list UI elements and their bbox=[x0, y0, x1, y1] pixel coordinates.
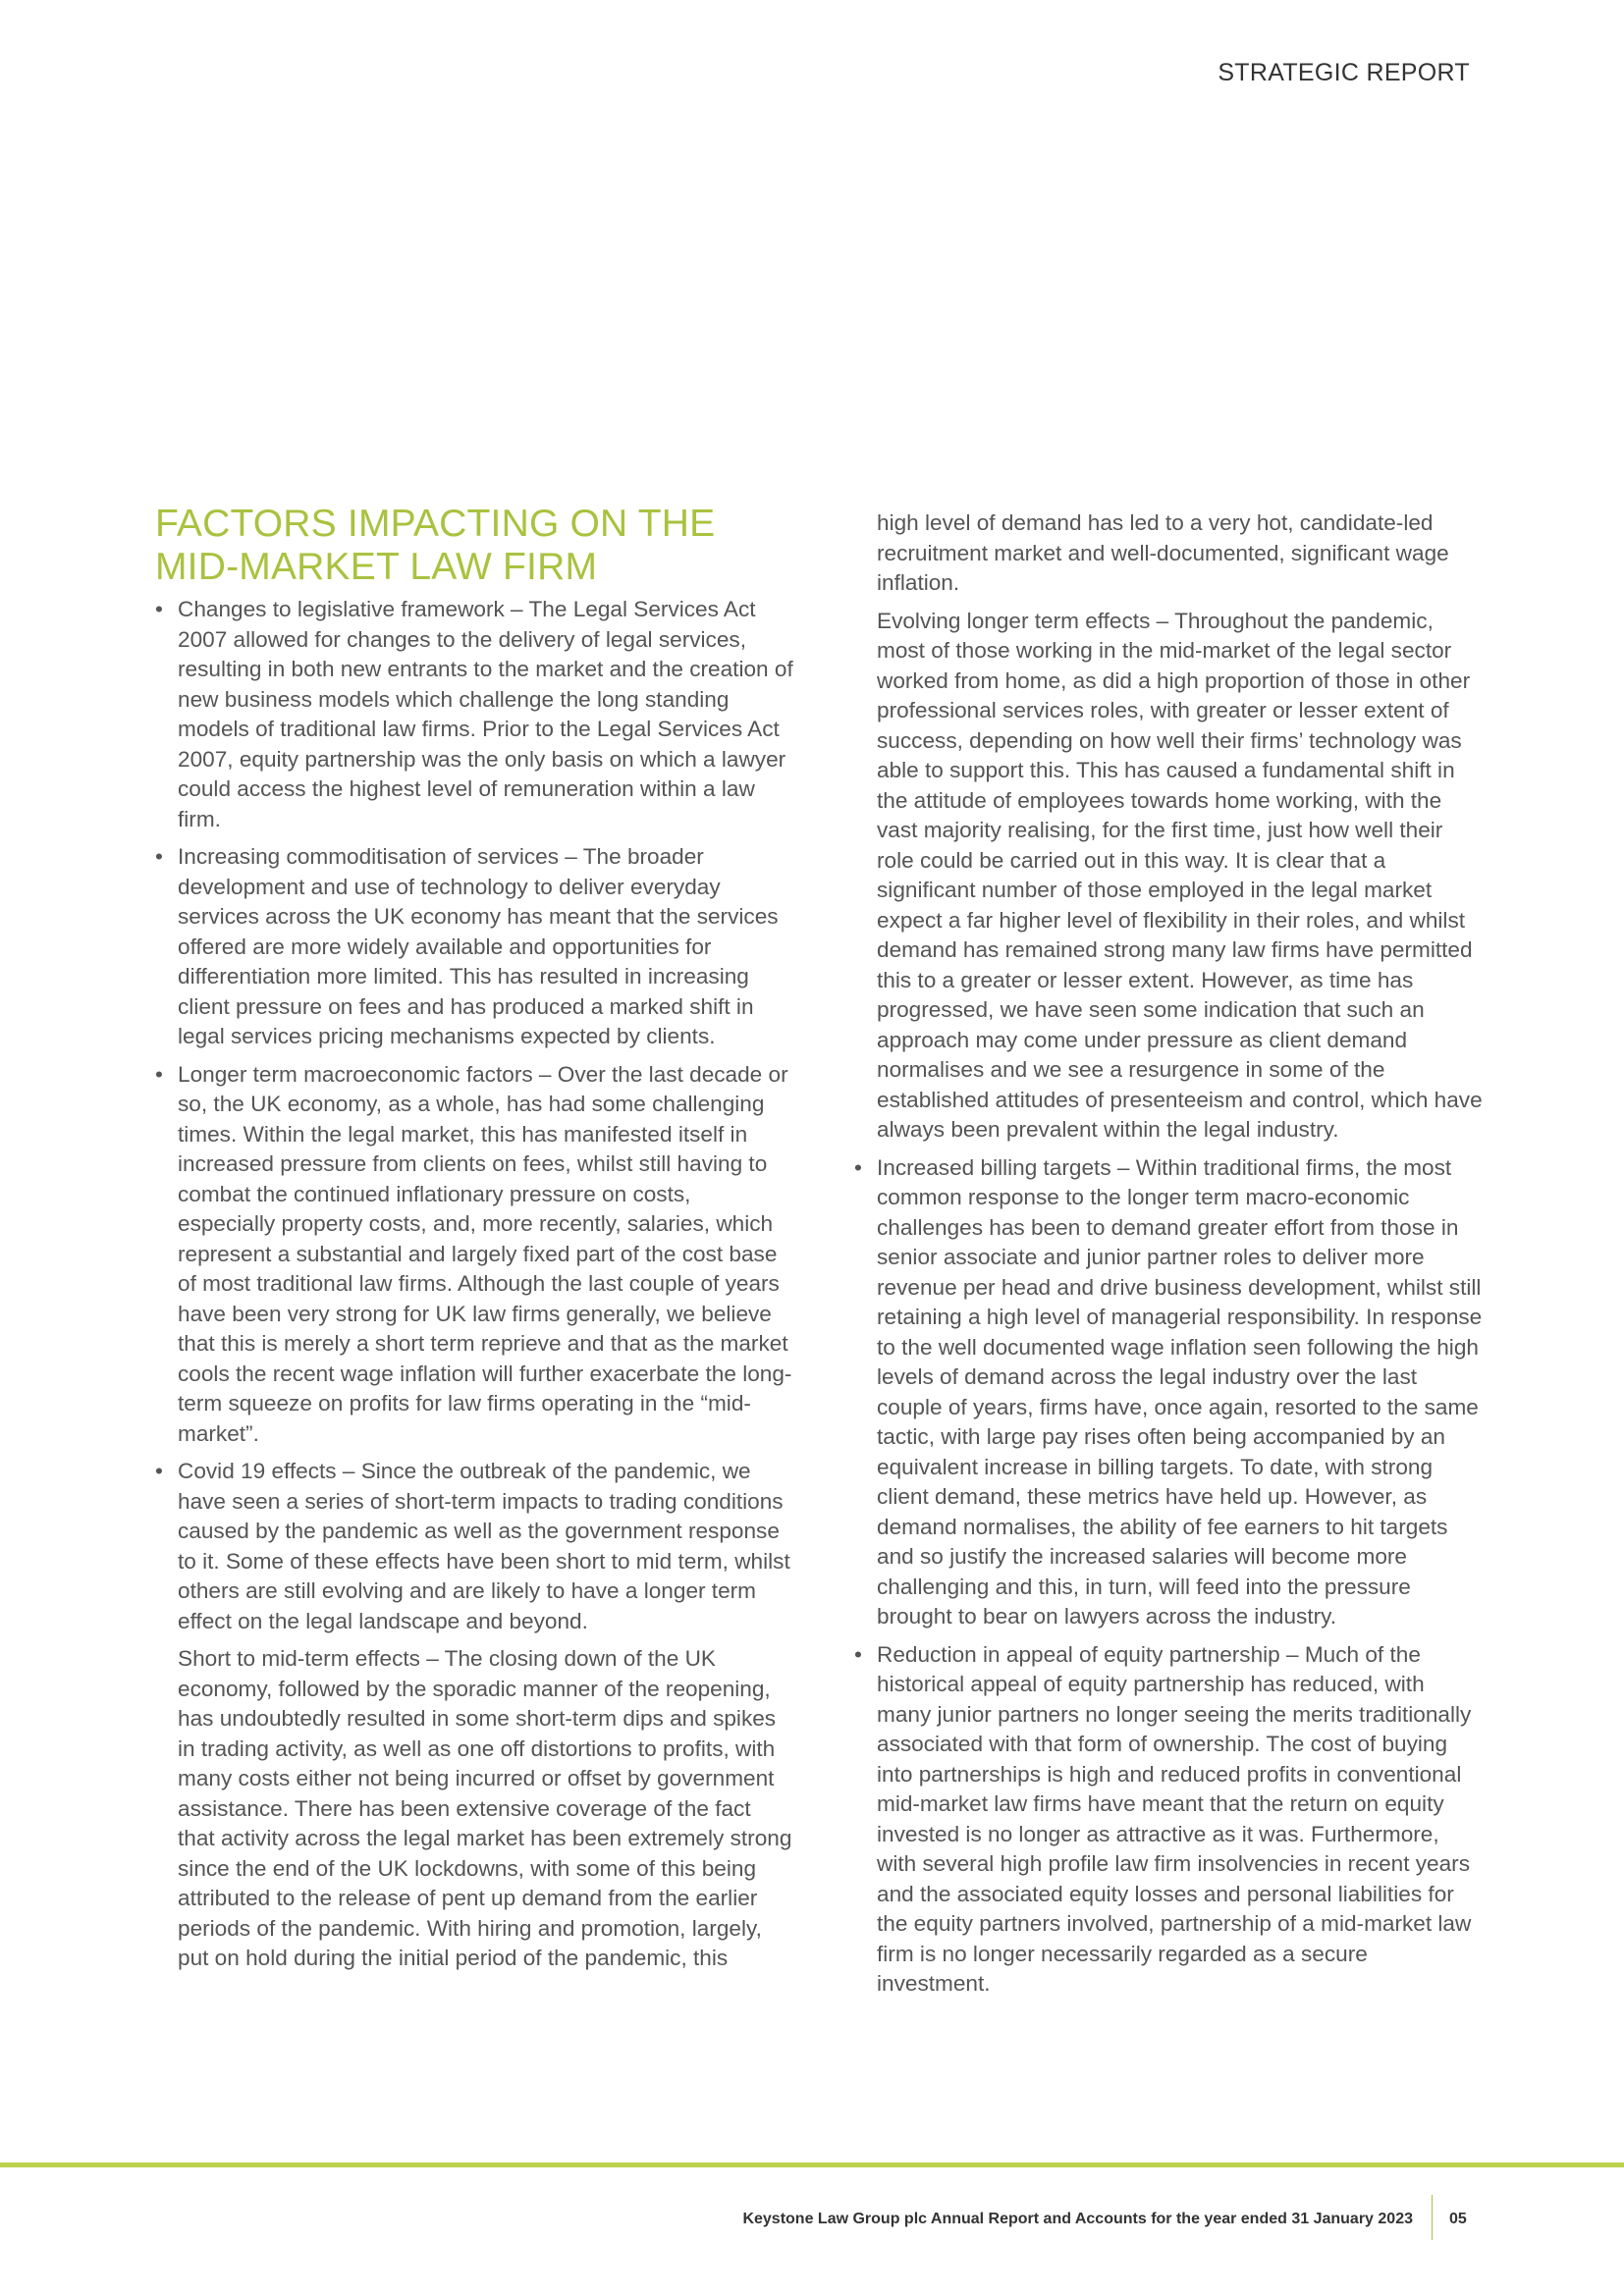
heading-line-2: MID-MARKET LAW FIRM bbox=[155, 546, 598, 588]
section-label: STRATEGIC REPORT bbox=[1218, 59, 1470, 86]
covid-continuation-paragraph: high level of demand has led to a very hot, candidate-led recruitment market and well-documented, significant wage inflation. bbox=[877, 510, 1449, 595]
bullet-legislative-framework: • Changes to legislative framework – The Legal Services Act 2007 allowed for changes to the delivery of legal services, resulting in both new entrants to the market and the creation of new business models which challenge the long standing models of traditional law firms. Prior to the Legal Services Act 2007, equity partnership was the only basis on which a lawyer could access the highest level of remuneration within a law firm. bbox=[155, 595, 793, 834]
footer-separator bbox=[1432, 2195, 1433, 2240]
bullet-commoditisation: • Increasing commoditisation of services – The broader development and use of technology to deliver everyday services across the UK economy has meant that the services offered are more widely available and opportunities for differentiation more limited. This has resulted in increasing client pressure on fees and has produced a marked shift in legal services pricing mechanisms expected by clients. bbox=[155, 842, 793, 1052]
heading-line-1: FACTORS IMPACTING ON THE bbox=[155, 503, 716, 545]
bullet-macroeconomic-factors: • Longer term macroeconomic factors – Over the last decade or so, the UK economy, as a whole, has had some challenging times. Within the legal market, this has manifested itself in increased pressure from clients on fees, whilst still having to combat the continued inflationary pressure on costs, especially property costs, and, more recently, salaries, which represent a substantial and largely fixed part of the cost base of most traditional law firms. Although the last couple of years have been very strong for UK law firms generally, we believe that this is merely a short term reprieve and that as the market cools the recent wage inflation will further exacerbate the long-term squeeze on profits for law firms operating in the “mid-market”. bbox=[155, 1060, 793, 1450]
covid-longer-term-paragraph: Evolving longer term effects – Throughout the pandemic, most of those working in the mid-market of the legal sector worked from home, as did a high proportion of those in other professional services roles, with greater or lesser extent of success, depending on how well their firms’ technology was able to support this. This has caused a fundamental shift in the attitude of employees towards home working, with the vast majority realising, for the first time, just how well their role could be carried out in this way. It is clear that a significant number of those employed in the legal market expect a far higher level of flexibility in their roles, and whilst demand has remained strong many law firms have permitted this to a greater or lesser extent. However, as time has progressed, we have seen some indication that such an approach may come under pressure as client demand normalises and we see a resurgence in some of the established attitudes of presenteeism and control, which have always been prevalent within the legal industry. bbox=[877, 608, 1483, 1142]
article-heading bbox=[155, 503, 793, 589]
footer-report-title: Keystone Law Group plc Annual Report and Accounts for the year ended 31 January 2023 bbox=[742, 2211, 1413, 2227]
factor-list-right bbox=[854, 1153, 1483, 2000]
covid-short-term-paragraph: Short to mid-term effects – The closing down of the UK economy, followed by the sporadic manner of the reopening, has undoubtedly resulted in some short-term dips and spikes in trading activity, as well as one off distortions to profits, with many costs either not being incurred or offset by government assistance. There has been extensive coverage of the fact that activity across the legal market has been extremely strong since the end of the UK lockdowns, with some of this being attributed to the release of pent up demand from the earlier periods of the pandemic. With hiring and promotion, largely, put on hold during the initial period of the pandemic, this bbox=[178, 1646, 792, 1970]
bullet-covid-effects: • Covid 19 effects – Since the outbreak of the pandemic, we have seen a series of short-term impacts to trading conditions caused by the pandemic as well as the government response to it. Some of these effects have been short to mid term, whilst others are still evolving and are likely to have a longer term effect on the legal landscape and beyond. bbox=[155, 1457, 793, 1636]
bullet-equity-partnership: • Reduction in appeal of equity partnership – Much of the historical appeal of equity partnership has reduced, with many junior partners no longer seeing the merits traditionally associated with that form of ownership. The cost of buying into partnerships is high and reduced profits in conventional mid-market law firms have meant that the return on equity invested is no longer as attractive as it was. Furthermore, with several high profile law firm insolvencies in recent years and the associated equity losses and personal liabilities for the equity partners involved, partnership of a mid-market law firm is no longer necessarily regarded as a secure investment. bbox=[854, 1640, 1483, 2000]
factor-list-left bbox=[155, 595, 793, 1636]
footer-rule bbox=[0, 2163, 1624, 2167]
left-column bbox=[155, 503, 793, 1982]
right-column bbox=[854, 508, 1483, 2007]
bullet-billing-targets: • Increased billing targets – Within traditional firms, the most common response to the longer term macro-economic challenges has been to demand greater effort from those in senior associate and junior partner roles to deliver more revenue per head and drive business development, whilst still retaining a high level of managerial responsibility. In response to the well documented wage inflation seen following the high levels of demand across the legal industry over the last couple of years, firms have, once again, resorted to the same tactic, with large pay rises often being accompanied by an equivalent increase in billing targets. To date, with strong client demand, these metrics have held up. However, as demand normalises, the ability of fee earners to hit targets and so justify the increased salaries will become more challenging and this, in turn, will feed into the pressure brought to bear on lawyers across the industry. bbox=[854, 1153, 1483, 1632]
page-number: 05 bbox=[1449, 2211, 1467, 2227]
